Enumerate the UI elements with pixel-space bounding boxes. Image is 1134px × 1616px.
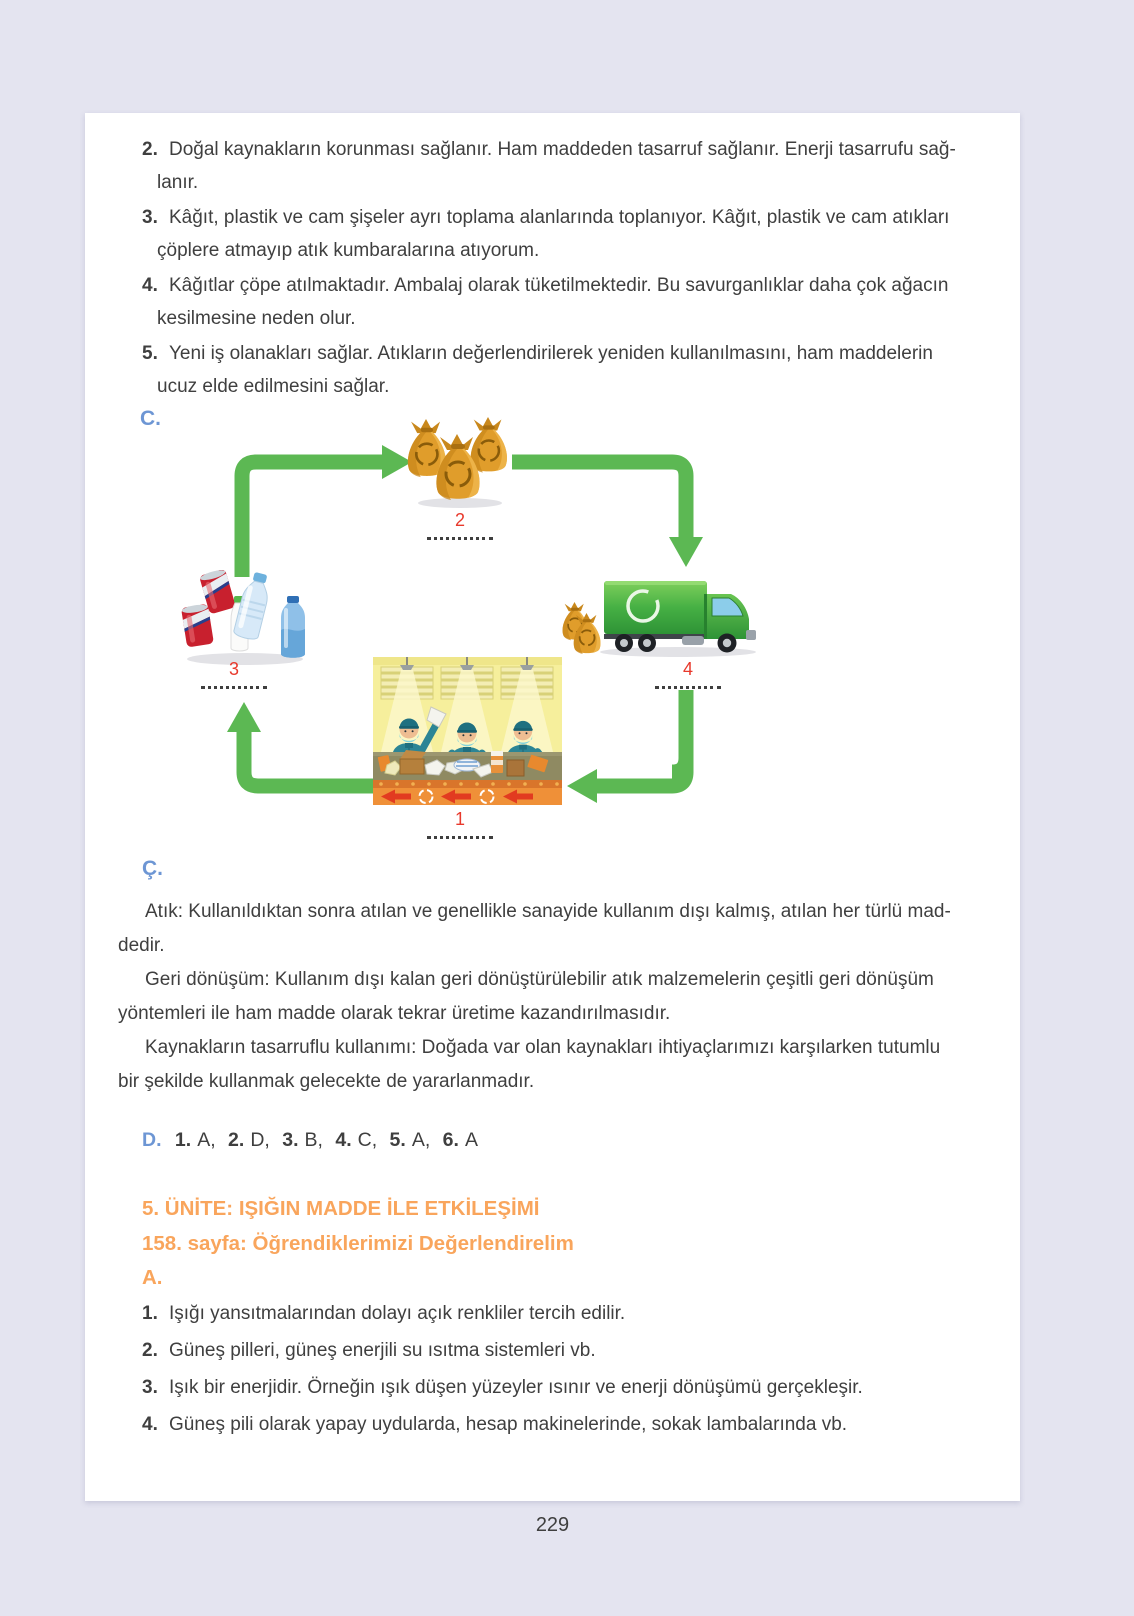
section-a-label: A. (142, 1266, 163, 1289)
answer-pair: 1. A, (174, 1129, 216, 1151)
page-number: 229 (535, 1514, 570, 1536)
recyclable-waste-illustration (177, 570, 317, 666)
waste-bags-icon (563, 602, 601, 654)
paragraph-line: bir şekilde kullanmak gelecekte de yararlanmadır. (118, 1071, 535, 1092)
definition-paragraph (118, 895, 985, 963)
answers-d-line (142, 1124, 985, 1157)
item-text-line: Doğal kaynakların korunması sağlanır. Ham maddeden tasarruf sağlanır. Enerji tasarrufu sağ- (169, 139, 956, 160)
unit-heading: 5. ÜNİTE: IŞIĞIN MADDE İLE ETKİLEŞİMİ (142, 1197, 540, 1220)
unit-subheading: 158. sayfa: Öğrendiklerimizi Değerlendirelim (142, 1232, 574, 1255)
arrow-up-right (242, 462, 382, 577)
item-number: 2. (142, 139, 158, 160)
answer-pair: 4. C, (335, 1129, 378, 1151)
list-item (85, 1297, 985, 1330)
answer-pair: 6. A (442, 1129, 478, 1151)
answer-list-b (85, 133, 1020, 403)
water-bottle-icon (281, 596, 305, 658)
list-item (85, 269, 985, 335)
dotted-blank-line (201, 683, 267, 689)
paragraph-line: Geri dönüşüm: Kullanım dışı kalan geri dönüştürülebilir atık malzemelerin çeşitli geri dönüşüm (145, 969, 934, 990)
item-text-line: Yeni iş olanakları sağlar. Atıkların değerlendirilerek yeniden kullanılmasını, ham maddelerin (169, 343, 933, 364)
item-number: 1. (142, 1303, 158, 1324)
section-cc-label: Ç. (142, 857, 163, 880)
dotted-blank-line (427, 833, 493, 839)
truck-box (604, 581, 707, 634)
item-text-line: çöplere atmayıp atık kumbaralarına atıyorum. (157, 240, 540, 261)
item-text-line: kesilmesine neden olur. (157, 308, 356, 329)
sorting-facility-illustration (373, 657, 562, 805)
arrow-right-down (512, 462, 686, 537)
arrowhead-left (567, 769, 597, 803)
document-page (85, 113, 1020, 1501)
item-text-line: Güneş pilleri, güneş enerjili su ısıtma sistemleri vb. (169, 1340, 596, 1361)
list-item (85, 1408, 985, 1441)
definition-paragraph (118, 963, 985, 1031)
list-item (85, 337, 985, 403)
arrow-left-up (244, 732, 373, 786)
item-text-line: Kâğıtlar çöpe atılmaktadır. Ambalaj olarak tüketilmektedir. Bu savurganlıklar daha çok ağacın (169, 275, 949, 296)
recycling-bags-illustration (403, 410, 518, 510)
item-text-line: Kâğıt, plastik ve cam şişeler ayrı toplama alanlarında toplanıyor. Kâğıt, plastik ve cam atıkları (169, 207, 950, 228)
diagram-blank-4 (638, 658, 738, 689)
diagram-number: 1 (454, 809, 465, 829)
diagram-number: 4 (682, 659, 693, 679)
list-item (85, 1371, 985, 1404)
item-number: 4. (142, 1414, 158, 1435)
diagram-number: 2 (454, 510, 465, 530)
paragraph-line: Kaynakların tasarruflu kullanımı: Doğada var olan kaynakları ihtiyaçlarımızı karşılarken tutumlu (145, 1037, 941, 1058)
list-item (85, 201, 985, 267)
arrowhead-up (227, 702, 261, 732)
item-text-line: Işığı yansıtmalarından dolayı açık renkliler tercih edilir. (169, 1303, 626, 1324)
answer-pair: 2. D, (228, 1129, 270, 1151)
definition-paragraph (118, 1031, 985, 1099)
item-number: 2. (142, 1340, 158, 1361)
conveyor-frame (373, 780, 562, 788)
diagram-number: 3 (228, 659, 239, 679)
list-item (85, 133, 985, 199)
item-text-line: ucuz elde edilmesini sağlar. (157, 376, 390, 397)
answer-pair: 3. B, (282, 1129, 323, 1151)
answer-list-a (85, 1297, 1020, 1441)
diagram-blank-1 (410, 808, 510, 839)
dotted-blank-line (655, 683, 721, 689)
dotted-blank-line (427, 534, 493, 540)
item-number: 3. (142, 207, 158, 228)
diagram-blank-2 (410, 509, 510, 540)
paragraph-line: Atık: Kullanıldıktan sonra atılan ve genellikle sanayide kullanım dışı kalmış, atılan her türlü mad- (145, 901, 951, 922)
section-c-label: C. (140, 407, 161, 430)
arrow-down-left (597, 690, 686, 786)
paragraph-line: dedir. (118, 935, 165, 956)
garbage-truck-illustration (560, 575, 760, 660)
item-number: 4. (142, 275, 158, 296)
item-text-line: lanır. (157, 172, 199, 193)
answer-pair: 5. A, (389, 1129, 431, 1151)
item-text-line: Güneş pili olarak yapay uydularda, hesap makinelerinde, sokak lambalarında vb. (169, 1414, 848, 1435)
paragraph-line: yöntemleri ile ham madde olarak tekrar üretime kazandırılmasıdır. (118, 1003, 671, 1024)
item-text-line: Işık bir enerjidir. Örneğin ışık düşen yüzeyler ısınır ve enerji dönüşümü gerçekleşir. (169, 1377, 863, 1398)
list-item (85, 1334, 985, 1367)
item-number: 3. (142, 1377, 158, 1398)
truck-bumper (746, 630, 756, 640)
item-number: 5. (142, 343, 158, 364)
section-d-label: D. (142, 1129, 162, 1151)
arrowhead-down (669, 537, 703, 567)
recycling-cycle-diagram (85, 405, 1020, 857)
diagram-blank-3 (184, 658, 284, 689)
